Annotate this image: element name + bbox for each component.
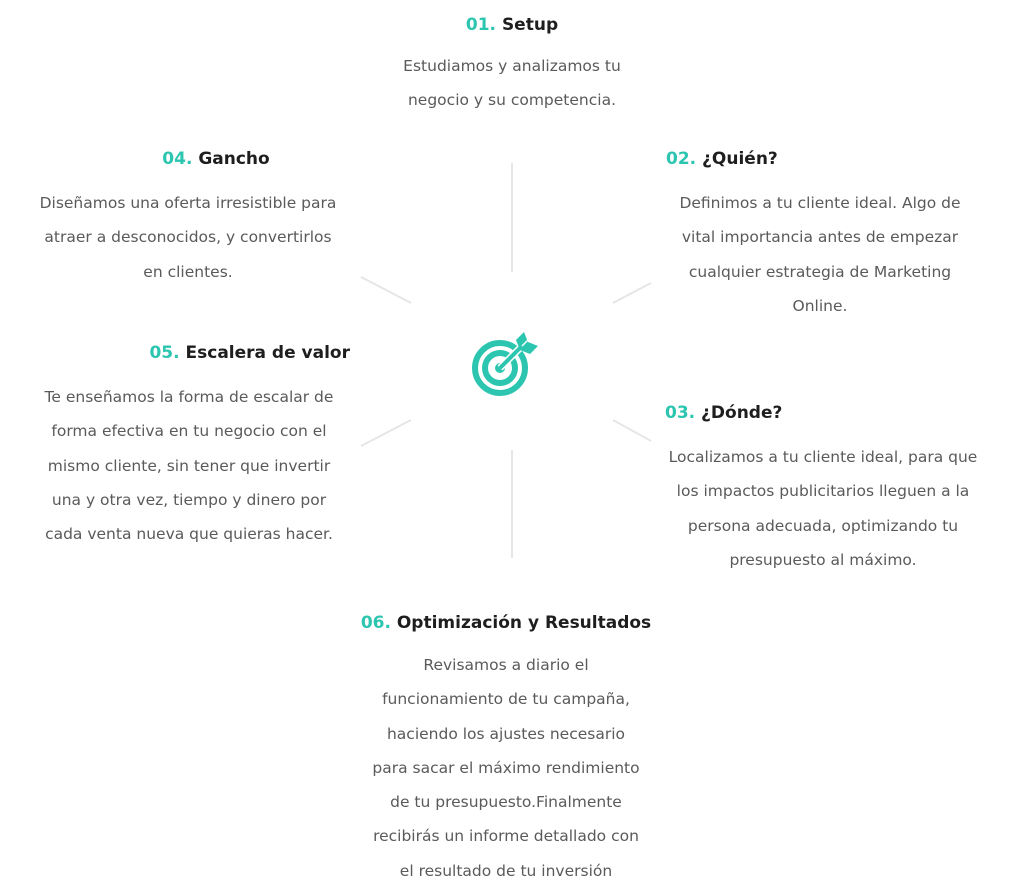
step-optimizacion-title-text: Optimización y Resultados (396, 613, 652, 633)
step-setup-title-text: Setup (501, 15, 559, 35)
desc-line: Te enseñamos la forma de escalar de (44, 388, 334, 406)
desc-line: Estudiamos y analizamos tu (403, 57, 621, 75)
spoke-lower-right (613, 420, 651, 441)
step-donde-title (656, 402, 990, 424)
desc-line: funcionamiento de tu campaña, (382, 690, 630, 709)
step-setup-number: 01. (465, 15, 497, 35)
spoke-upper-left (361, 277, 411, 303)
step-gancho-title (20, 148, 356, 170)
step-donde (656, 402, 990, 577)
desc-line: Revisamos a diario el (423, 656, 589, 674)
step-setup-title (304, 14, 720, 36)
step-optimizacion-title (336, 612, 676, 634)
step-gancho (20, 148, 356, 289)
desc-line: los impactos publicitarios lleguen a la (676, 482, 970, 501)
step-optimizacion (336, 612, 676, 886)
step-escalera-title-text: Escalera de valor (185, 343, 350, 363)
step-escalera-number: 05. (149, 343, 180, 363)
step-setup-description (304, 49, 720, 118)
desc-line: de tu presupuesto.Finalmente (390, 793, 622, 812)
target-arrow-icon (470, 328, 542, 400)
desc-line: Definimos a tu cliente ideal. Algo de (679, 194, 961, 212)
desc-line: atraer a desconocidos, y convertirlos (44, 228, 332, 247)
step-optimizacion-description (336, 648, 676, 886)
desc-line: en clientes. (143, 262, 233, 281)
desc-line: para sacar el máximo rendimiento (372, 758, 640, 777)
desc-line: forma efectiva en tu negocio con el (51, 422, 327, 441)
desc-line: Online. (792, 296, 848, 315)
step-optimizacion-number: 06. (360, 613, 391, 633)
desc-line: cada venta nueva que quieras hacer. (45, 525, 333, 544)
desc-line: Diseñamos una oferta irresistible para (39, 194, 337, 212)
desc-line: mismo cliente, sin tener que invertir (47, 456, 331, 475)
step-quien (660, 148, 980, 323)
step-donde-title-text: ¿Dónde? (701, 403, 783, 423)
step-gancho-description (20, 186, 356, 289)
desc-line: el resultado de tu inversión (399, 861, 613, 880)
desc-line: recibirás un informe detallado con (373, 827, 639, 846)
step-quien-title-text: ¿Quién? (702, 149, 778, 169)
desc-line: presupuesto al máximo. (729, 550, 917, 569)
step-gancho-title-text: Gancho (198, 149, 270, 169)
desc-line: persona adecuada, optimizando tu (687, 516, 959, 535)
desc-line: negocio y su competencia. (407, 91, 617, 110)
step-setup (304, 14, 720, 118)
desc-line: haciendo los ajustes necesario (386, 724, 626, 743)
step-escalera (28, 342, 350, 551)
step-donde-number: 03. (665, 403, 696, 423)
step-quien-description (660, 186, 980, 323)
step-quien-title (660, 148, 980, 170)
step-gancho-number: 04. (162, 149, 193, 169)
desc-line: vital importancia antes de empezar (681, 228, 959, 247)
step-escalera-title (28, 342, 350, 364)
desc-line: cualquier estrategia de Marketing (688, 262, 952, 281)
desc-line: Localizamos a tu cliente ideal, para que (668, 448, 978, 466)
spoke-upper-right (613, 283, 651, 303)
step-donde-description (656, 440, 990, 577)
desc-line: una y otra vez, tiempo y dinero por (51, 490, 327, 509)
step-quien-number: 02. (666, 149, 697, 169)
spoke-lower-left (361, 420, 411, 446)
step-escalera-description (28, 380, 350, 551)
